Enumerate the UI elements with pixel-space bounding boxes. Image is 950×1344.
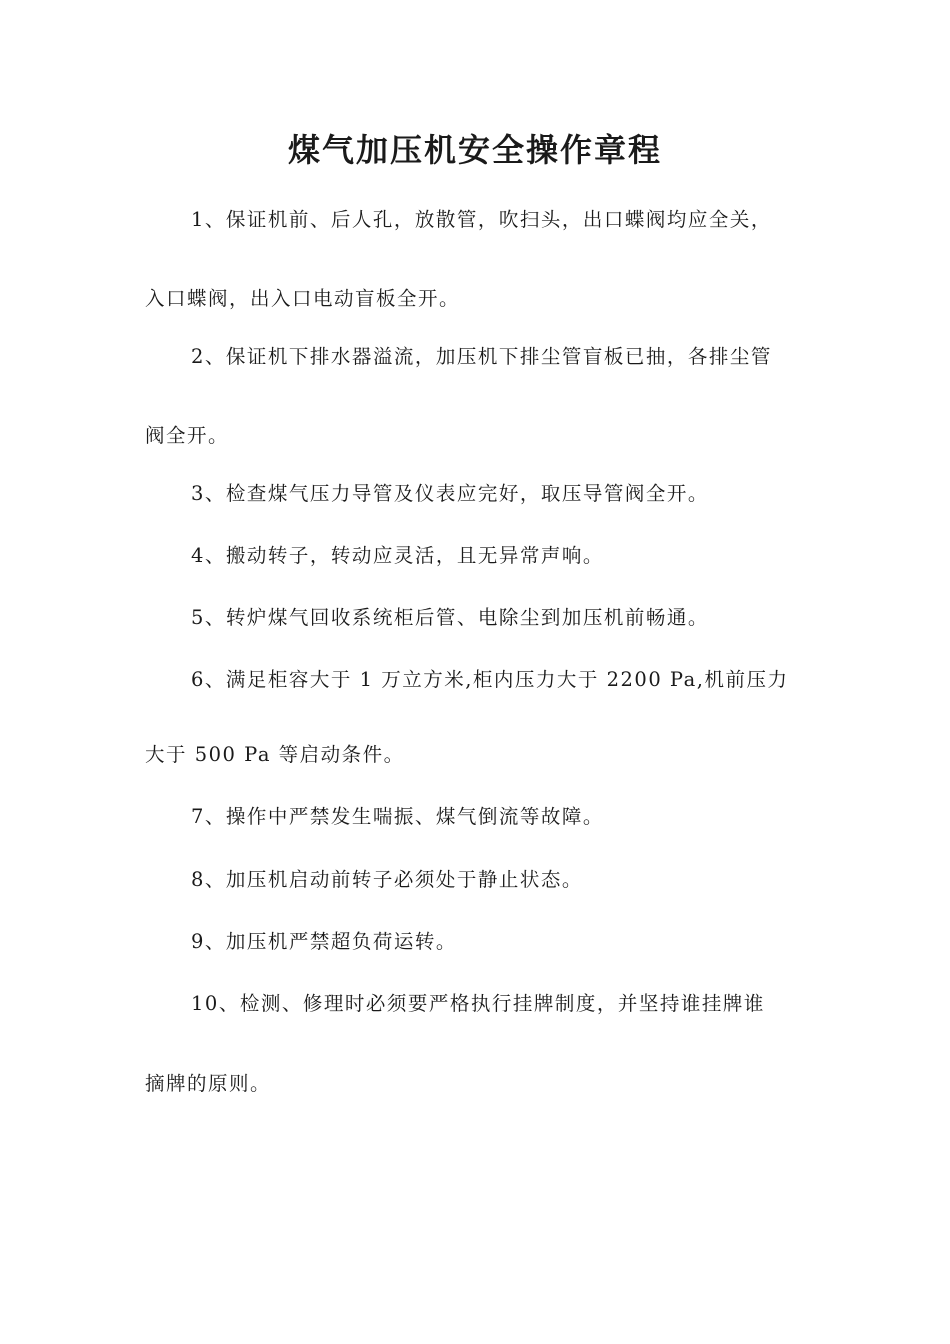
paragraph-10-line-1: 10、检测、修理时必须要严格执行挂牌制度，并坚持谁挂牌谁	[191, 992, 765, 1015]
paragraph-3	[145, 479, 810, 509]
paragraph-6	[145, 665, 810, 770]
paragraph-4	[145, 541, 810, 571]
paragraph-10	[145, 989, 810, 1099]
paragraph-3-line-1: 3、检查煤气压力导管及仪表应完好，取压导管阀全开。	[191, 482, 709, 505]
paragraph-1-line-2: 入口蝶阀，出入口电动盲板全开。	[145, 287, 461, 310]
paragraph-2-line-1: 2、保证机下排水器溢流，加压机下排尘管盲板已抽，各排尘管	[191, 345, 772, 368]
paragraph-2	[145, 342, 810, 451]
paragraph-7	[145, 802, 810, 832]
paragraph-8	[145, 865, 810, 895]
paragraph-6-line-1: 6、满足柜容大于 1 万立方米,柜内压力大于 2200 Pa,机前压力	[191, 668, 789, 691]
paragraph-5-line-1: 5、转炉煤气回收系统柜后管、电除尘到加压机前畅通。	[191, 606, 709, 629]
paragraph-4-line-1: 4、搬动转子，转动应灵活，且无异常声响。	[191, 544, 604, 567]
paragraph-2-line-2: 阀全开。	[145, 424, 230, 447]
paragraph-6-line-2: 大于 500 Pa 等启动条件。	[145, 743, 405, 766]
paragraph-7-line-1: 7、操作中严禁发生喘振、煤气倒流等故障。	[191, 805, 604, 828]
document-title: 煤气加压机安全操作章程	[287, 131, 662, 169]
paragraph-8-line-1: 8、加压机启动前转子必须处于静止状态。	[191, 868, 583, 891]
paragraph-10-line-2: 摘牌的原则。	[145, 1072, 272, 1095]
paragraph-9-line-1: 9、加压机严禁超负荷运转。	[191, 930, 457, 953]
paragraph-1	[145, 205, 810, 314]
paragraph-5	[145, 603, 810, 633]
paragraph-1-line-1: 1、保证机前、后人孔，放散管，吹扫头，出口蝶阀均应全关，	[191, 208, 772, 231]
paragraph-9	[145, 927, 810, 957]
